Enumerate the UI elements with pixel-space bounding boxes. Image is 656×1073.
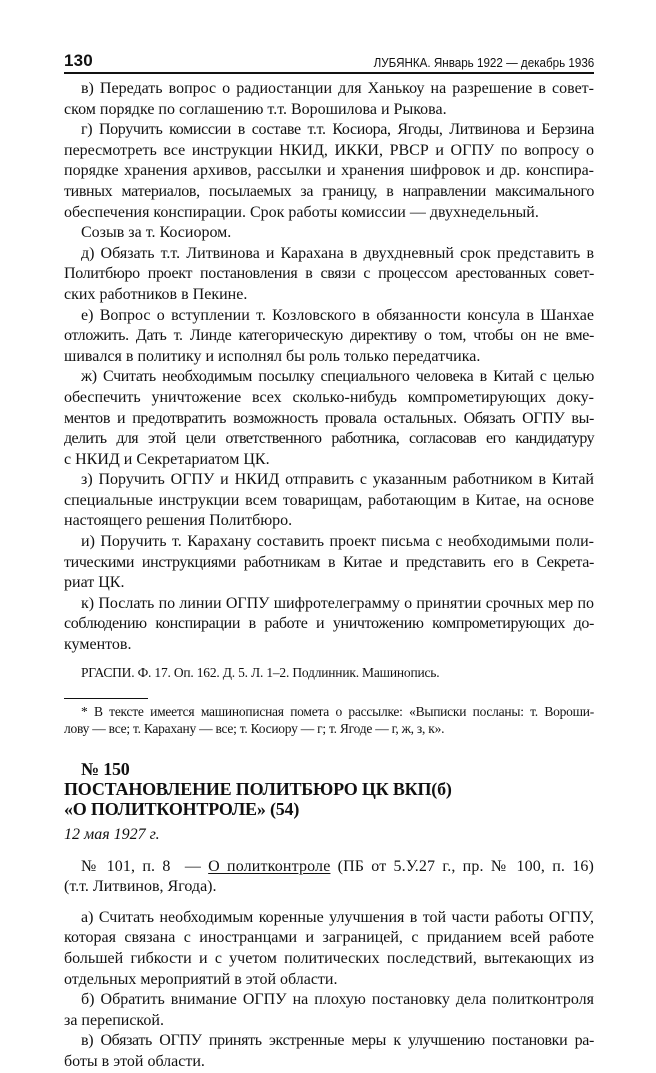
- book-page: [64, 50, 594, 1073]
- text-line: отдельных мероприятий в этой области.: [64, 970, 338, 988]
- paragraph-g: [64, 120, 594, 223]
- text-line: б) Обратить внимание ОГПУ на плохую постановку дела политконтроля: [81, 991, 594, 1009]
- text-line: тическими инструкциями работникам в Китае и представить его в Секрета-: [64, 553, 594, 571]
- footnote-divider: [64, 698, 148, 699]
- text-line: которая связана с иностранцами и заграницей, с приданием всей работе: [64, 929, 594, 947]
- paragraph-convocation: [64, 223, 594, 244]
- paragraph-v2: [64, 1031, 594, 1072]
- document-number: № 150: [81, 758, 130, 779]
- document-date: 12 мая 1927 г.: [64, 825, 160, 843]
- protocol-prefix: № 101, п. 8 —: [81, 857, 209, 875]
- text-line: большей гибкости и с учетом политических последствий, вытекающих из: [64, 950, 594, 967]
- text-line: д) Обязать т.т. Литвинова и Карахана в двухдневный срок представить в: [81, 244, 594, 262]
- document-body: [64, 908, 594, 1073]
- document-heading: [64, 759, 594, 819]
- text-line: е) Вопрос о вступлении т. Козловского в обязанности консула в Шанхае: [81, 306, 594, 324]
- paragraph-zh: [64, 367, 594, 470]
- document-title-line: ПОСТАНОВЛЕНИЕ ПОЛИТБЮРО ЦК ВКП(б): [64, 778, 452, 799]
- text-line: и) Поручить т. Карахану составить проект письма с необходимыми поли-: [81, 533, 594, 551]
- footnote-line: * В тексте имеется машинописная помета о рассылке: «Выписки посланы: т. Вороши-: [81, 703, 594, 719]
- text-line: обеспечить уничтожение всех сколько-нибудь компрометирующих доку-: [64, 388, 594, 406]
- paragraph-e: [64, 306, 594, 368]
- text-line: кументов.: [64, 636, 132, 654]
- footnote: [64, 703, 594, 737]
- text-line: с НКИД и Секретариатом ЦК.: [64, 450, 270, 468]
- running-title: ЛУБЯНКА. Январь 1922 — декабрь 1936: [373, 56, 594, 70]
- text-line: к) Послать по линии ОГПУ шифротелеграмму о принятии срочных мер по: [81, 594, 594, 612]
- text-line: а) Считать необходимым коренные улучшения в той части работы ОГПУ,: [81, 908, 594, 926]
- text-line: риат ЦК.: [64, 574, 125, 592]
- text-line: тивных материалов, посылаемых за границу, в направлении максимального: [64, 182, 594, 200]
- text-line: г) Поручить комиссии в составе т.т. Косиора, Ягоды, Литвинова и Берзина: [81, 121, 594, 139]
- paragraph-b: [64, 990, 594, 1031]
- text-line: в) Обязать ОГПУ принять экстренные меры к улучшению постановки ра-: [81, 1032, 594, 1050]
- text-line: ском порядке по соглашению т.т. Ворошилова и Рыкова.: [64, 100, 447, 118]
- protocol-reference: [64, 857, 594, 898]
- text-line: порядке хранения архивов, рассылки и хранения шифровок и др. конспира-: [64, 162, 594, 180]
- text-line: ментов и предотвратить возможность провала остальных. Обязать ОГПУ вы-: [64, 409, 594, 427]
- text-line: отложить. Дать т. Линде категорическую директиву о том, чтобы он не вме-: [64, 327, 594, 345]
- text-line: делить для этой цели ответственного работника, согласовав его кандидатуру: [64, 430, 594, 448]
- text-line: ж) Считать необходимым посылку специального человека в Китай с целью: [81, 368, 594, 386]
- paragraph-z: [64, 470, 594, 532]
- previous-document-body: [64, 79, 594, 737]
- text-line: обеспечения конспирации. Срок работы комиссии — двухнедельный.: [64, 203, 539, 221]
- text-line: специальные инструкции всем товарищам, работающим в Китае, на основе: [64, 491, 594, 509]
- text-line: за перепиской.: [64, 1011, 164, 1029]
- paragraph-d: [64, 244, 594, 306]
- protocol-suffix: (ПБ от 5.У.27 г., пр. № 100, п. 16): [330, 857, 595, 875]
- protocol-line: (т.т. Литвинов, Ягода).: [64, 878, 217, 896]
- text-line: в) Передать вопрос о радиостанции для Ханькоу на разрешение в совет-: [81, 80, 594, 97]
- paragraph-k: [64, 594, 594, 656]
- text-line: Созыв за т. Косиором.: [81, 224, 232, 242]
- text-line: шивался в политику и исполнял бы роль только передатчика.: [64, 347, 481, 365]
- text-line: соблюдению конспирации в работе и уничтожению компрометирующих до-: [64, 615, 594, 633]
- text-line: ских работников в Пекине.: [64, 285, 248, 303]
- protocol-line: [64, 857, 594, 878]
- running-header: [64, 50, 594, 74]
- text-line: Политбюро проект постановления в связи с процессом арестованных совет-: [64, 265, 594, 283]
- paragraph-i: [64, 532, 594, 594]
- text-line: пересмотреть все инструкции НКИД, ИККИ, РВСР и ОГПУ по вопросу о: [64, 141, 594, 159]
- protocol-subject: О политконтроле: [208, 857, 331, 875]
- archive-citation: РГАСПИ. Ф. 17. Оп. 162. Д. 5. Л. 1–2. Подлинник. Машинопись.: [81, 664, 440, 680]
- text-line: з) Поручить ОГПУ и НКИД отправить с указанным работником в Китай: [81, 471, 594, 489]
- text-line: боты в этой области.: [64, 1052, 205, 1070]
- document-title-line: «О ПОЛИТКОНТРОЛЕ» (54): [64, 798, 300, 819]
- paragraph-a: [64, 908, 594, 990]
- page-number: 130: [64, 51, 93, 70]
- footnote-line: лову — все; т. Карахану — все; т. Косиору — г; т. Ягоде — г, ж, з, к».: [64, 720, 445, 736]
- paragraph-v: [64, 79, 594, 120]
- text-line: настоящего решения Политбюро.: [64, 512, 293, 530]
